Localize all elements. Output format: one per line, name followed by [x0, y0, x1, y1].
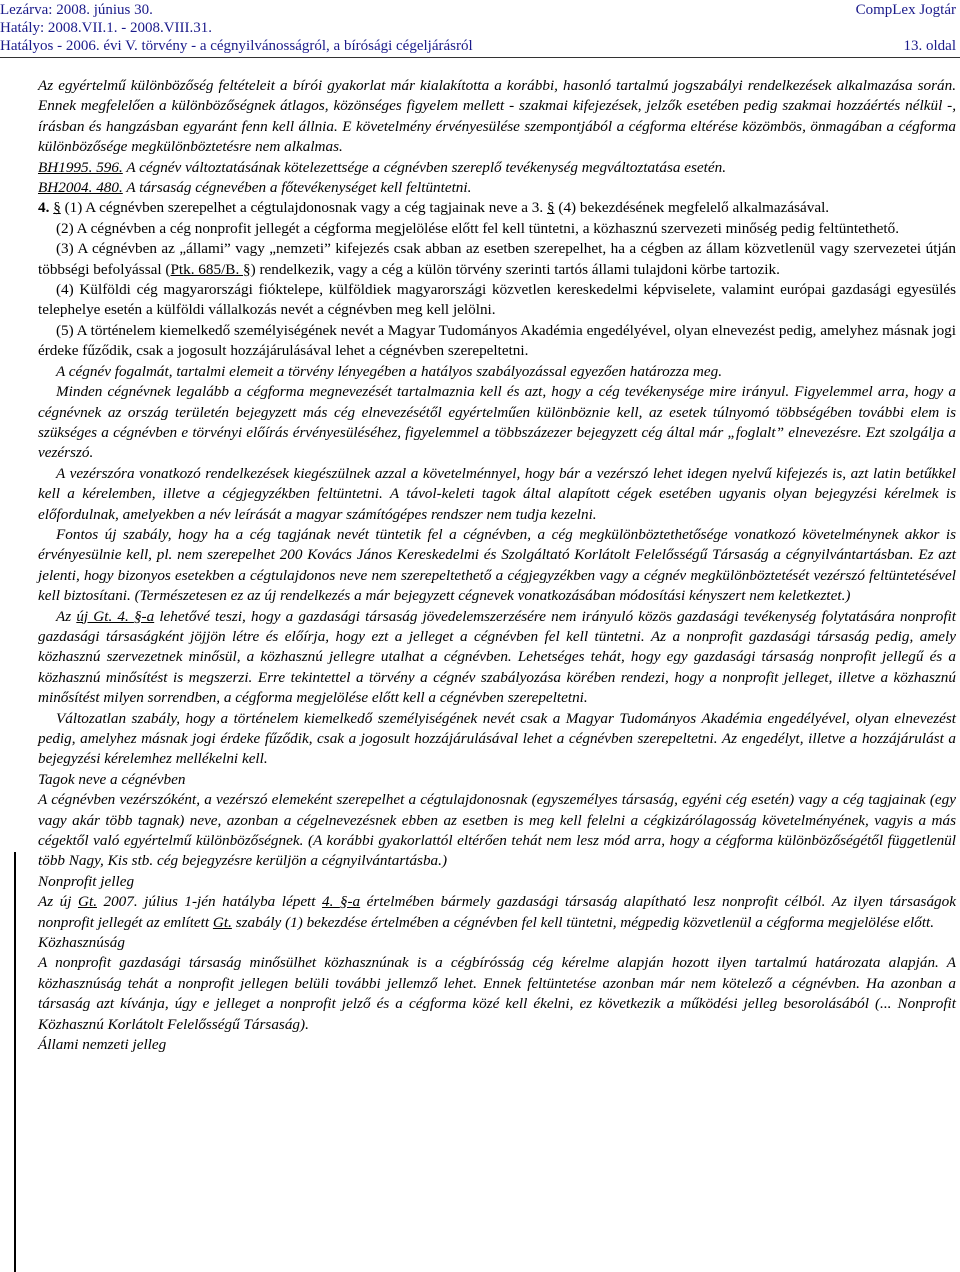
header-left	[0, 1, 473, 55]
paragraph-text: értelmében bármely gazdasági társaság alapítható lesz nonprofit célból. Az ilyen társaságok nonprofit jellegét az említett	[38, 893, 956, 931]
header-law-title: Hatályos - 2006. évi V. törvény - a cégnyilvánosságról, a bírósági cégeljárásról	[0, 38, 473, 54]
paragraph	[38, 280, 956, 321]
paragraph-text: A társaság cégnevében a főtevékenységet kell feltüntetni.	[122, 179, 472, 197]
header-spacer	[856, 19, 956, 37]
reference-link[interactable]: 4.	[322, 893, 340, 911]
paragraph-text: Tagok neve a cégnévben	[38, 770, 186, 788]
header-validity-period: Hatály: 2008.VII.1. - 2008.VIII.31.	[0, 20, 213, 36]
paragraph-text: (4) bekezdésének megfelelő alkalmazásával.	[554, 199, 830, 217]
header-publisher: CompLex Jogtár	[855, 2, 956, 18]
paragraph-text: Az új	[38, 893, 78, 911]
paragraph-text: lehetővé teszi, hogy a gazdasági társaság jövedelemszerzésére nem irányuló közös gazdasági tevékenység folytatására nonprofit gazdasági társaságként jöjjön létre és előírja, hogy ezt a jelleget a cégnévben fel kell tüntetni. Az a nonprofit gazdasági társaság pedig, amely közhasznú szervezetnek minősül, a közhasznú jellegre utalhat a cégnévben. Lehetséges tehát, hogy egy gazdasági társaság nonprofit jellegű és a közhasznú minősítést is megszerzi. Erre tekintettel a törvény a cégnév szabályozása körében rendezi, hogy a nonprofit jelleget, illetve a közhasznú minősítést milyen sorrendben, a cégforma megjelölése előtt kell a cégnévben szerepeltetni.	[38, 607, 956, 707]
paragraph-text: Állami nemzeti jelleg	[38, 1036, 167, 1054]
header-closed-date: Lezárva: 2008. június 30.	[0, 2, 153, 18]
paragraph	[38, 158, 956, 178]
paragraph	[38, 362, 956, 382]
paragraph	[38, 607, 956, 709]
paragraph-text: (2) A cégnévben a cég nonprofit jellegét a cégforma megjelölése előtt fel kell tüntetni, a közhasznú szervezeti minőség pedig feltüntethető.	[56, 219, 900, 237]
paragraph-text: (3) A cégnévben az „állami” vagy „nemzeti” kifejezés csak abban az esetben szerepelhet, ha a cégben az állam közvetlenül vagy szervezetei útján többségi befolyással (	[38, 240, 956, 278]
paragraph-text: A vezérszóra vonatkozó rendelkezések kiegészülnek azzal a követelménnyel, hogy bár a vezérszó lehet idegen nyelvű kifejezés is, azt latin betűkkel kell a kérelemben, illetve a cégjegyzékben feltüntetni. A távol-keleti tagok által alapított cégek esetében ugyanis olyan bejegyzési kérelmek is előfordulnak, amelyekben a név leírását a magyar számítógépes rendszer nem tudja kezelni.	[38, 464, 956, 523]
reference-link[interactable]: §	[243, 260, 251, 278]
paragraph	[38, 953, 956, 1035]
paragraph-text: Változatlan szabály, hogy a történelem kiemelkedő személyiségének nevét csak a Magyar Tudományos Akadémia engedélyével, olyan elnevezést pedig, amelyhez másnak jogi érdeke fűződik, csak a jogosult hozzájárulásával lehet a cégnévben szerepeltetni. Az engedélyt, illetve a hozzájárulást a bejegyzési kérelemhez mellékelni kell.	[38, 709, 956, 768]
paragraph	[38, 219, 956, 239]
reference-link[interactable]: Gt.	[78, 893, 97, 911]
reference-link[interactable]: §-a	[133, 607, 155, 625]
reference-link[interactable]: új Gt. 4.	[76, 607, 134, 625]
paragraph-text: Nonprofit jelleg	[38, 872, 135, 890]
paragraph	[38, 892, 956, 933]
paragraph	[38, 1035, 956, 1055]
paragraph	[38, 464, 956, 525]
reference-link[interactable]: BH2004. 480.	[38, 179, 123, 197]
reference-link[interactable]: Gt.	[212, 913, 232, 931]
paragraph	[38, 525, 956, 607]
paragraph-text: Az egyértelmű különbözőség feltételeit a bírói gyakorlat már kialakította a korábbi, hasonló tartalmú jogszabályi rendelkezések alkalmazása során. Ennek megfelelően a különbözőségnek átlagos, közönséges figyelem mellett - szakmai kifejezések, jelzők esetében pedig szakmai hozzáértés nélkül -, írásban és hangzásban egyaránt fenn kell állnia. E követelmény érvényesülése szempontjából a cégforma eltérése közömbös, önmagában a cégforma különbözősége megkülönböztetésre nem alkalmas.	[38, 77, 956, 156]
paragraph-text: Fontos új szabály, hogy ha a cég tagjának nevét tüntetik fel a cégnévben, a cég megkülönböztethetősége vonatkozó követelménynek akkor is érvényesülnie kell, pl. nem szerepelhet 200 Kovács János Kereskedelmi és Szolgáltató Korlátolt Felelősségű Társaság a cégnyilvántartásban. Ez azt jelenti, hogy bizonyos esetekben a cégtulajdonos neve nem szerepeltethető a cégjegyzékben vagy a cégnév megkülönböztetését vezérszó feltüntetésével kell biztosítani. (Természetesen ez az új rendelkezés a már bejegyzett cégnevek vonatkozásában módosítási kényszert nem keletkeztet.)	[38, 525, 956, 605]
paragraph-text: szabály (1) bekezdése értelmében a cégnévben fel kell tüntetni, mégpedig közvetlenül a cégforma megjelölése előtt.	[231, 913, 935, 931]
paragraph	[38, 790, 956, 872]
paragraph	[38, 770, 956, 790]
paragraph	[38, 933, 956, 953]
section-number: 4.	[38, 199, 54, 217]
paragraph	[38, 321, 956, 362]
paragraph-text: A nonprofit gazdasági társaság minősülhet közhasznúnak is a cégbírósság cég kérelme alapján hozott ilyen tartalmú határozata alapján. A közhasznúság tehát a nonprofit jellegen belüli további jellemző lehet. Ennek feltüntetése azonban már nem kötelező a cégnévben. Ha azonban a társaság azt kívánja, úgy e jelleget a nonprofit jelző és a cégforma közé kell ékelni, ez következik a működési jelleg besorolásából (... Nonprofit Közhasznú Korlátolt Felelősségű Társaság).	[38, 954, 956, 1033]
header-right	[856, 1, 956, 55]
paragraph-text: Közhasznúság	[38, 934, 125, 952]
document-header	[0, 0, 960, 56]
reference-link[interactable]: Ptk. 685/B.	[170, 260, 244, 278]
paragraph-text: ) rendelkezik, vagy a cég a külön törvény szerinti tartós állami tulajdoni körbe tartozik.	[250, 260, 780, 278]
paragraph-text: A cégnév változtatásának kötelezettsége a cégnévben szereplő tevékenység megváltoztatása esetén.	[122, 158, 727, 176]
paragraph	[38, 178, 956, 198]
paragraph-text: Minden cégnévnek legalább a cégforma megnevezését tartalmaznia kell és azt, hogy a cég tevékenysége mire irányul. Figyelemmel arra, hogy a cégnévnek az ország területén bejegyzett más cég elnevezésétől egyértelműen különböznie kell, az esetek túlnyomó többségében további elem is szükséges a cégnévben e törvényi előírás érvényesüléséhez, figyelemmel a többszázezer bejegyzett cég által már „foglalt” elnevezésre. Ezt szolgálja a vezérszó.	[38, 383, 956, 462]
paragraph-text: Az	[56, 607, 77, 625]
header-divider	[0, 57, 960, 58]
paragraph-text: 2007. július 1-jén hatályba lépett	[96, 893, 322, 911]
change-marker-bar	[14, 852, 16, 1272]
paragraph-text: A cégnévben vezérszóként, a vezérszó elemeként szerepelhet a cégtulajdonosnak (egyszemélyes társaság, egyéni cég esetén) vagy a cég tagjainak (egy vagy akár több tagnak) neve, azonban a cégelnevezésnek ebben az esetben is meg kell felelni a cégkizárólagosság követelményének, vagyis a más cégektől való egyértelmű különbözőségnek. (A korábbi gyakorlattól eltérően tehát nem lesz mód arra, hogy a cégforma különbözőségétől függetlenül több Nagy, Kis stb. cég bejegyzésre kerüljön a cégnyilvántartásba.)	[38, 791, 956, 870]
reference-link[interactable]: §	[547, 199, 555, 217]
paragraph-text: (1) A cégnévben szerepelhet a cégtulajdonosnak vagy a cég tagjainak neve a 3.	[60, 199, 547, 217]
paragraph-text: A cégnév fogalmát, tartalmi elemeit a törvény lényegében a hatályos szabályozással egyezően határozza meg.	[56, 362, 723, 380]
paragraph	[38, 239, 956, 280]
paragraph	[38, 198, 956, 218]
paragraph	[38, 709, 956, 770]
header-page-number: 13. oldal	[903, 38, 956, 54]
paragraph	[38, 382, 956, 464]
reference-link[interactable]: BH1995. 596.	[38, 158, 123, 176]
paragraph	[38, 76, 956, 158]
reference-link[interactable]: §-a	[339, 893, 361, 911]
paragraph-text: (5) A történelem kiemelkedő személyiségének nevét a Magyar Tudományos Akadémia engedélyével, olyan elnevezést pedig, amelyhez másnak jogi érdeke fűződik, csak a jogosult hozzájárulásával lehet a cégnévben szerepeltetni.	[38, 321, 956, 360]
paragraph-text: (4) Külföldi cég magyarországi fióktelepe, külföldiek magyarországi közvetlen kereskedelmi képviselete, valamint európai gazdasági egyesülés telephelye esetén a külföldi vállalkozás nevét a cégnévben meg kell jelölni.	[38, 281, 956, 319]
reference-link[interactable]: §	[53, 199, 61, 217]
paragraph	[38, 872, 956, 892]
document-body	[38, 76, 956, 1056]
